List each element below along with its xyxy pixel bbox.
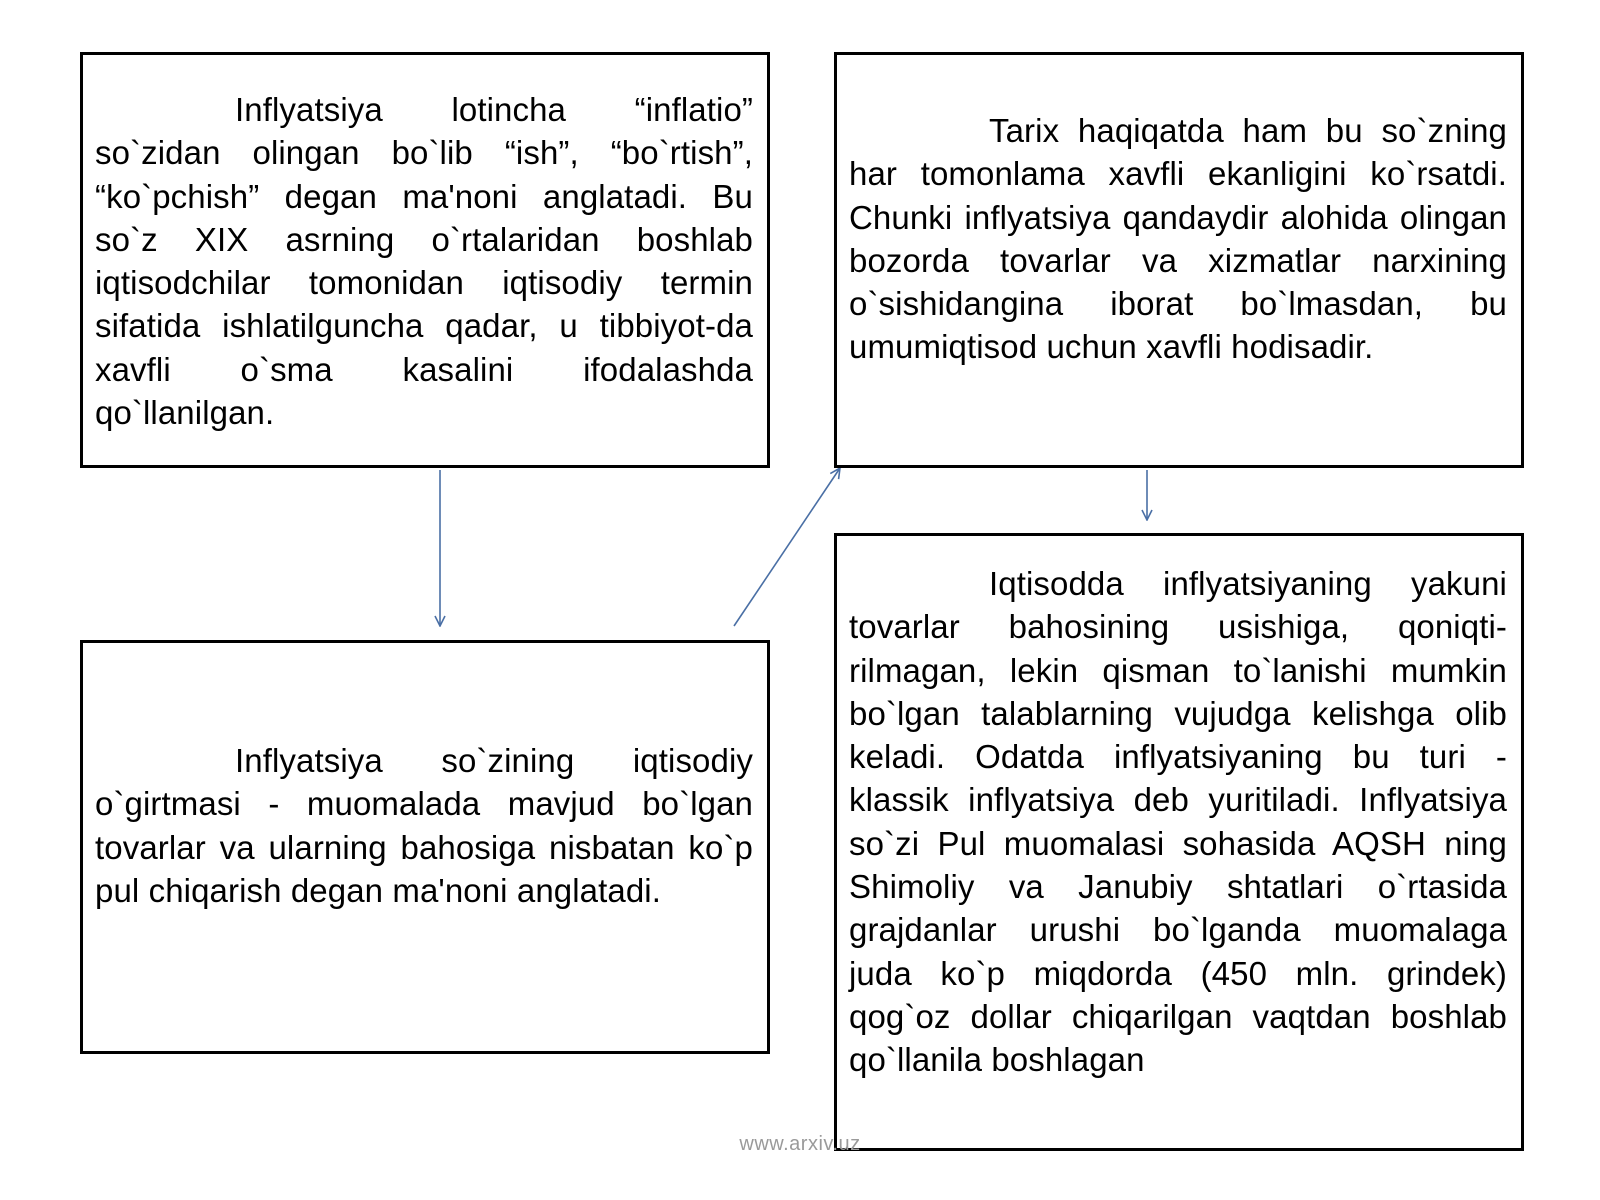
text-box-classic-inflation [834,533,1524,1151]
text-box-economic-meaning-text: Inflyatsiya so`zining iqtisodiy o`girtmasi - muomalada mavjud bo`lgan tovarlar va ularning bahosiga nisbatan ko`p pul chiqarish degan ma'noni anglatadi. [95,742,753,909]
text-box-etymology [80,52,770,468]
text-box-classic-inflation-text: Iqtisodda inflyatsiyaning yakuni tovarlar bahosining usishiga, qoniqti-rilmagan, lekin qisman to`lanishi mumkin bo`lgan talablarning vujudga kelishga olib keladi. Odatda inflyatsiyaning bu turi - klassik inflyatsiya deb yuritiladi. Inflyatsiya so`zi Pul muomalasi sohasida AQSH ning Shimoliy va Janubiy shtatlari o`rtasida grajdanlar urushi bo`lganda muomalaga juda ko`p miqdorda (450 mln. grindek) qog`oz dollar chiqarilgan vaqtdan boshlab qo`llanila boshlagan [849,565,1507,1079]
text-box-history [834,52,1524,468]
text-box-economic-meaning [80,640,770,1054]
text-box-history-text: Tarix haqiqatda ham bu so`zning har tomonlama xavfli ekanligini ko`rsatdi. Chunki inflyatsiya qandaydir alohida olingan bozorda tovarlar va xizmatlar narxining o`sishidangina iborat bo`lmasdan, bu umumiqtisod uchun xavfli hodisadir. [849,112,1507,366]
text-box-etymology-text: Inflyatsiya lotincha “inflatio” so`zidan olingan bo`lib “ish”, “bo`rtish”, “ko`pchish” degan ma'noni anglatadi. Bu so`z XIX asrning o`rtalaridan boshlab iqtisodchilar tomonidan iqtisodiy termin sifatida ishlatilguncha qadar, u tibbiyot-da xavfli o`sma kasalini ifodalashda qo`llanilgan. [95,91,753,432]
arrow-box3-to-box2 [734,468,840,626]
footer-watermark: www.arxiv.uz [739,1133,861,1155]
